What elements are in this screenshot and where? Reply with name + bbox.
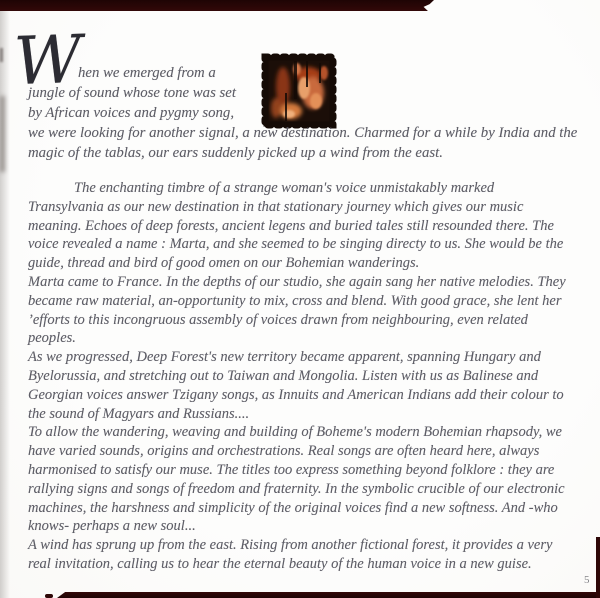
bottom-edge-bar	[57, 592, 600, 598]
text-line: voice revealed a name : Marta, and she seemed to be singing directy to us. She would be the	[28, 236, 564, 253]
text-line: jungle of sound whose tone was set	[28, 85, 236, 101]
body-lines	[28, 198, 566, 574]
body-first-line: The enchanting timbre of a strange woman's voice unmistakably marked	[74, 180, 495, 196]
text-line: have varied sounds, origins and orchestrations. Real songs are often heard here, always	[28, 443, 540, 460]
text-line: Transylvania as our new destination in that stationary journey which gives our music	[28, 198, 524, 215]
intro-paragraph-narrow	[28, 63, 236, 123]
text-line: Byelorussia, and stretching out to Taiwan and Mongolia. Listen with us as Balinese and	[28, 367, 539, 384]
body-paragraph	[28, 179, 566, 574]
text-line: As we progressed, Deep Forest's new territory became apparent, spanning Hungary and	[28, 349, 541, 366]
text-line: A wind has sprung up from the east. Rising from another fictional forest, it provides a very	[28, 537, 553, 554]
page-number: 5	[584, 574, 590, 586]
text-line: Georgian voices answer Tzigany songs, as Innuits and American Indians add their colour to	[28, 386, 564, 403]
text-line: ’efforts to this incongruous assembly of voices drawn from neighbouring, even related	[28, 311, 528, 328]
text-line: became raw material, an-opportunity to mix, cross and blend. With good grace, she lent her	[28, 292, 562, 309]
left-edge-smudge	[0, 96, 5, 172]
text-line: meaning. Echoes of deep forests, ancient legens and buried tales still resounded there. The	[28, 217, 554, 234]
text-line: machines, the harshness and simplicity of the original voices find a new softness. And -who	[28, 499, 558, 516]
text-line: knows- perhaps a new soul...	[28, 518, 196, 535]
text-line: Marta came to France. In the depths of our studio, she again sang her native melodies. They	[28, 273, 566, 290]
text-line: harmonised to satisfy our muse. The titles too express something beyond folklore : they are	[28, 461, 555, 478]
folk-art-painting-icon	[261, 53, 337, 129]
text-line: magic of the tablas, our ears suddenly picked up a wind from the east.	[28, 144, 443, 161]
top-edge-bar	[0, 0, 434, 11]
text-line: rallying signs and songs of freedom and fraternity. In the symbolic crucible of our electronic	[28, 480, 565, 497]
text-line: peoples.	[28, 330, 76, 347]
text-line: we were looking for another signal, a new destination. Charmed for a while by India and the	[28, 125, 578, 141]
text-line: hen we emerged from a	[78, 65, 216, 81]
text-line: the sound of Magyars and Russians....	[28, 405, 250, 422]
text-line: by African voices and pygmy song,	[28, 105, 235, 121]
left-scan-shadow	[0, 0, 10, 598]
bottom-edge-notch	[45, 594, 53, 598]
text-line: real invitation, calling us to hear the eternal beauty of the human voice in a new guise.	[28, 555, 532, 572]
left-edge-notch	[0, 48, 3, 62]
intro-paragraph-wide	[28, 124, 577, 163]
right-edge-bar	[596, 537, 600, 598]
drop-cap-w: W	[12, 20, 84, 101]
text-line: To allow the wandering, weaving and building of Boheme's modern Bohemian rhapsody, we	[28, 424, 562, 441]
text-line: guide, thread and bird of good omen on our Bohemian wanderings.	[28, 255, 420, 272]
